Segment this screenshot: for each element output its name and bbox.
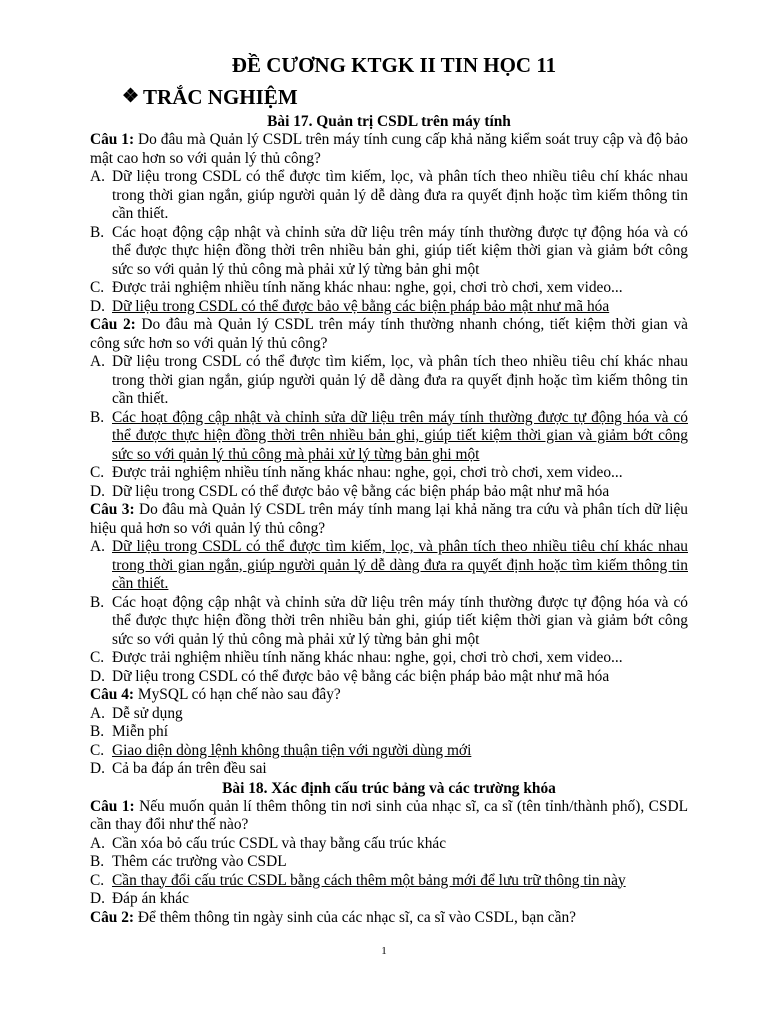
option-letter: D. [90, 297, 105, 315]
question-stem [90, 316, 688, 353]
option-text: Dữ liệu trong CSDL có thể được bảo vệ bằng các biện pháp bảo mật như mã hóa [112, 297, 610, 315]
lessons-container [90, 112, 688, 927]
option-text: Được trải nghiệm nhiều tính năng khác nhau: nghe, gọi, chơi trò chơi, xem video... [112, 464, 623, 481]
option-text: Cả ba đáp án trên đều sai [112, 760, 267, 777]
option-letter: B. [90, 223, 105, 241]
question-stem [90, 686, 688, 705]
answer-option-correct [90, 409, 688, 465]
answer-options [90, 835, 688, 909]
question-number: Câu 1: [90, 131, 135, 148]
option-text: Miễn phí [112, 723, 169, 740]
option-letter: A. [90, 538, 105, 555]
lesson-title: Bài 17. Quản trị CSDL trên máy tính [267, 113, 511, 130]
question-text: Do đâu mà Quản lý CSDL trên máy tính cung cấp khả năng kiểm soát truy cập và độ bảo mật cao hơn so với quản lý thủ công? [90, 131, 688, 167]
answer-option [90, 168, 688, 224]
option-letter: C. [90, 649, 105, 666]
option-letter: C. [90, 279, 105, 296]
option-text: Đáp án khác [112, 890, 189, 907]
option-text: Dữ liệu trong CSDL có thể được tìm kiếm, lọc, và phân tích theo nhiều tiêu chí khác nhau trong thời gian ngắn, giúp người quản lý dễ dàng đưa ra quyết định hoặc tìm kiếm thông tin cần thiết. [112, 538, 688, 592]
answer-option [90, 705, 688, 724]
question-text: Do đâu mà Quản lý CSDL trên máy tính mang lại khả năng tra cứu và phân tích dữ liệu hiệu quả hơn so với quản lý thủ công? [90, 501, 688, 537]
option-letter: B. [90, 853, 105, 870]
section-heading [122, 84, 688, 110]
option-text: Thêm các trường vào CSDL [112, 853, 287, 870]
option-text: Dữ liệu trong CSDL có thể được bảo vệ bằng các biện pháp bảo mật như mã hóa [112, 667, 610, 685]
option-letter: D. [90, 890, 105, 907]
question-number: Câu 3: [90, 501, 135, 518]
page-number: 1 [381, 945, 387, 957]
option-letter: B. [90, 593, 105, 611]
question-text: Do đâu mà Quản lý CSDL trên máy tính thường nhanh chóng, tiết kiệm thời gian và công sức hơn so với quản lý thủ công? [90, 316, 688, 352]
option-text: Cần thay đổi cấu trúc CSDL bằng cách thêm một bảng mới để lưu trữ thông tin này [112, 871, 626, 889]
option-text: Giao diện dòng lệnh không thuận tiện với người dùng mới [112, 741, 472, 759]
answer-option [90, 723, 688, 742]
option-text: Các hoạt động cập nhật và chỉnh sửa dữ liệu trên máy tính thường được tự động hóa và có thể được thực hiện đồng thời trên nhiều bản ghi, giúp tiết kiệm thời gian và giảm bớt công sức so với quản lý thủ công mà phải xử lý từng bản ghi một [112, 408, 688, 463]
answer-option [90, 760, 688, 779]
question-number: Câu 1: [90, 797, 135, 815]
answer-option [90, 464, 688, 483]
answer-option [90, 279, 688, 298]
option-text: Được trải nghiệm nhiều tính năng khác nhau: nghe, gọi, chơi trò chơi, xem video... [112, 279, 623, 296]
question-stem [90, 501, 688, 538]
option-letter: C. [90, 871, 105, 889]
question-stem [90, 909, 688, 928]
option-letter: A. [90, 834, 105, 852]
answer-option [90, 835, 688, 854]
question-stem [90, 131, 688, 168]
option-letter: A. [90, 168, 105, 185]
option-text: Cần xóa bỏ cấu trúc CSDL và thay bằng cấu trúc khác [112, 834, 447, 852]
answer-options [90, 168, 688, 316]
answer-options [90, 705, 688, 779]
answer-option-correct [90, 538, 688, 594]
answer-option [90, 890, 688, 909]
option-text: Dữ liệu trong CSDL có thể được tìm kiếm, lọc, và phân tích theo nhiều tiêu chí khác nhau trong thời gian ngắn, giúp người quản lý dễ dàng đưa ra quyết định hoặc tìm kiếm thông tin cần thiết. [112, 353, 688, 407]
question-stem [90, 798, 688, 835]
document-title: ĐỀ CƯƠNG KTGK II TIN HỌC 11 [231, 53, 557, 77]
option-letter: C. [90, 464, 105, 481]
option-letter: D. [90, 482, 105, 500]
answer-options [90, 538, 688, 686]
option-letter: A. [90, 704, 105, 722]
answer-option [90, 483, 688, 502]
question-text: Nếu muốn quản lí thêm thông tin nơi sinh của nhạc sĩ, ca sĩ (tên tỉnh/thành phố), CSDL cần thay đổi như thế nào? [90, 797, 688, 833]
answer-option-correct [90, 298, 688, 317]
question-number: Câu 2: [90, 908, 135, 926]
option-letter: C. [90, 741, 105, 759]
question-number: Câu 2: [90, 316, 136, 333]
option-letter: D. [90, 760, 105, 777]
section-heading-label: TRẮC NGHIỆM [143, 85, 298, 109]
answer-option-correct [90, 872, 688, 891]
answer-option [90, 649, 688, 668]
question-text: Để thêm thông tin ngày sinh của các nhạc sĩ, ca sĩ vào CSDL, bạn cần? [134, 908, 576, 926]
lesson-title: Bài 18. Xác định cấu trúc bảng và các trường khóa [222, 779, 556, 797]
answer-option [90, 853, 688, 872]
answer-option [90, 353, 688, 409]
option-text: Dữ liệu trong CSDL có thể được tìm kiếm, lọc, và phân tích theo nhiều tiêu chí khác nhau trong thời gian ngắn, giúp người quản lý dễ dàng đưa ra quyết định hoặc tìm kiếm thông tin cần thiết. [112, 168, 688, 222]
diamond-bullet-icon: ❖ [122, 86, 140, 107]
answer-option [90, 224, 688, 280]
option-letter: A. [90, 353, 105, 370]
option-letter: B. [90, 408, 105, 426]
question-number: Câu 4: [90, 686, 135, 703]
answer-option [90, 594, 688, 650]
answer-option [90, 668, 688, 687]
option-text: Được trải nghiệm nhiều tính năng khác nhau: nghe, gọi, chơi trò chơi, xem video... [112, 649, 623, 666]
option-letter: B. [90, 723, 105, 740]
option-letter: D. [90, 667, 105, 685]
option-text: Dễ sử dụng [112, 704, 183, 722]
option-text: Dữ liệu trong CSDL có thể được bảo vệ bằng các biện pháp bảo mật như mã hóa [112, 482, 610, 500]
option-text: Các hoạt động cập nhật và chỉnh sửa dữ liệu trên máy tính thường được tự động hóa và có thể được thực hiện đồng thời trên nhiều bản ghi, giúp tiết kiệm thời gian và giảm bớt công sức so với quản lý thủ công mà phải xử lý từng bản ghi một [112, 593, 688, 648]
option-text: Các hoạt động cập nhật và chỉnh sửa dữ liệu trên máy tính thường được tự động hóa và có thể được thực hiện đồng thời trên nhiều bản ghi, giúp tiết kiệm thời gian và giảm bớt công sức so với quản lý thủ công mà phải xử lý từng bản ghi một [112, 223, 688, 278]
answer-option-correct [90, 742, 688, 761]
question-text: MySQL có hạn chế nào sau đây? [134, 686, 341, 703]
answer-options [90, 353, 688, 501]
